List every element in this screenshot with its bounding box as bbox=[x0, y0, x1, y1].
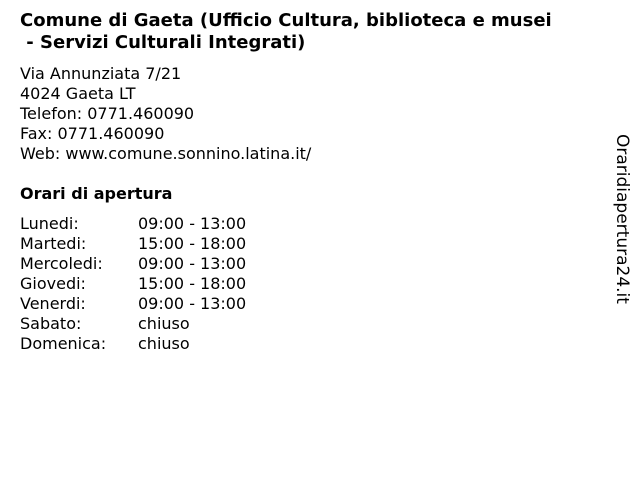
day-hours: 09:00 - 13:00 bbox=[138, 254, 247, 273]
day-label: Venerdi: bbox=[20, 294, 86, 313]
hours-row-monday bbox=[20, 214, 246, 234]
page-title: Comune di Gaeta (Ufficio Cultura, biblioteca e musei - Servizi Culturali Integrati) bbox=[20, 10, 552, 53]
opening-hours-table bbox=[20, 214, 246, 354]
day-label: Sabato: bbox=[20, 314, 82, 333]
city-postal: 4024 Gaeta LT bbox=[20, 84, 136, 103]
hours-row-tuesday bbox=[20, 234, 246, 254]
street-address: Via Annunziata 7/21 bbox=[20, 64, 182, 83]
day-label: Domenica: bbox=[20, 334, 107, 353]
day-hours: 09:00 - 13:00 bbox=[138, 214, 247, 233]
hours-row-saturday bbox=[20, 314, 246, 334]
day-label: Mercoledi: bbox=[20, 254, 103, 273]
day-hours: chiuso bbox=[138, 314, 190, 333]
day-label: Giovedi: bbox=[20, 274, 86, 293]
day-hours: 09:00 - 13:00 bbox=[138, 294, 247, 313]
day-hours: 15:00 - 18:00 bbox=[138, 274, 247, 293]
hours-row-friday bbox=[20, 294, 246, 314]
phone-number: Telefon: 0771.460090 bbox=[20, 104, 195, 123]
day-label: Lunedi: bbox=[20, 214, 79, 233]
hours-row-wednesday bbox=[20, 254, 246, 274]
address-block bbox=[20, 64, 311, 164]
opening-hours-heading: Orari di apertura bbox=[20, 184, 173, 203]
day-label: Martedi: bbox=[20, 234, 87, 253]
day-hours: chiuso bbox=[138, 334, 190, 353]
hours-row-sunday bbox=[20, 334, 246, 354]
day-hours: 15:00 - 18:00 bbox=[138, 234, 247, 253]
hours-row-thursday bbox=[20, 274, 246, 294]
website: Web: www.comune.sonnino.latina.it/ bbox=[20, 144, 312, 163]
fax-number: Fax: 0771.460090 bbox=[20, 124, 165, 143]
site-watermark: Oraridiapertura24.it bbox=[612, 134, 632, 304]
